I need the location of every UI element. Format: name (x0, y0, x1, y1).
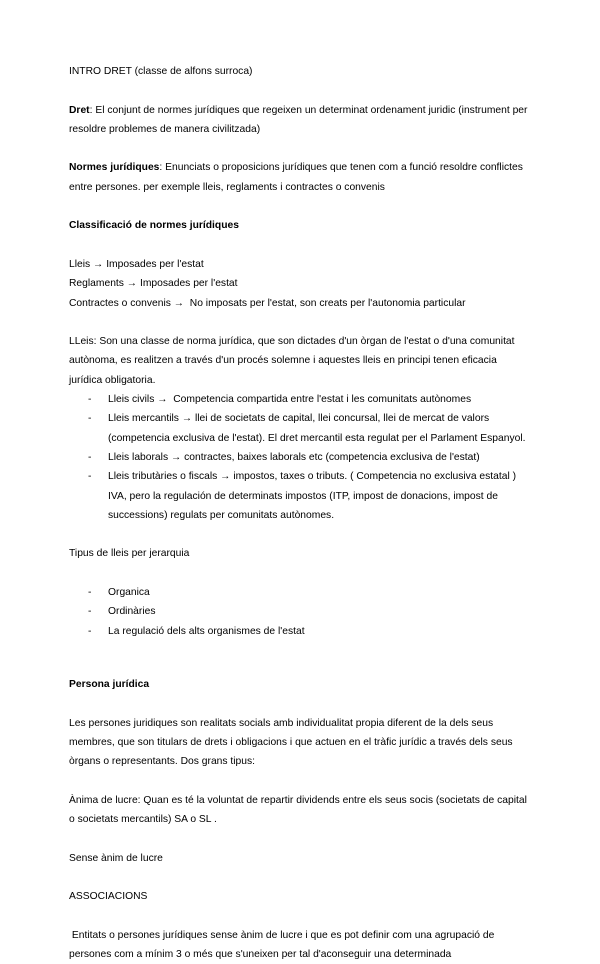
spacer (69, 525, 531, 544)
list-item (69, 467, 531, 525)
tipus-jerarquia-bullet-list (69, 583, 531, 641)
persona-juridica-heading: Persona jurídica (69, 678, 150, 690)
spacer (69, 236, 531, 255)
list-item (69, 409, 531, 448)
list-item (69, 448, 531, 467)
list-item-text: Lleis mercantils → llei de societats de capital, llei concursal, llei de mercat de valors (competencia exclusiva de l'estat). El dret mercantil esta regulat per el Parlament Espanyol. (108, 413, 526, 444)
dash-bullet-icon: - (88, 587, 92, 599)
spacer (69, 906, 531, 925)
spacer (69, 829, 531, 848)
associacions-paragraph: Entitats o persones jurídiques sense ànim de lucre i que es pot definir com una agrupació de persones com a mínim 3 o més que s'uneixen per tal d'aconseguir una determinada (69, 929, 498, 961)
anim-lucre-paragraph: Ànima de lucre: Quan es té la voluntat de repartir dividends entre els seus socis (societats de capital o societats mercantils) SA o SL . (69, 794, 530, 825)
normes-juridiques-paragraph (69, 158, 531, 197)
classificacio-line: Contractes o convenis → No imposats per l'estat, son creats per l'autonomia particular (69, 297, 466, 309)
normes-juridiques-term: Normes jurídiques (69, 162, 160, 174)
dash-bullet-icon: - (88, 451, 92, 463)
lleis-bullet-list (69, 390, 531, 525)
spacer (69, 641, 531, 675)
dash-bullet-icon: - (88, 606, 92, 618)
lleis-paragraph: LLeis: Son una classe de norma jurídica, que son dictades d'un òrgan de l'estat o d'una comunitat autònoma, es realitzen a través d'un procés solemne i aquestes lleis en principi tenen eficacia jurídica obligatoria. (69, 336, 518, 386)
spacer (69, 868, 531, 887)
list-item-text: Lleis civils → Competencia compartida entre l'estat i les comunitats autònomes (108, 394, 472, 406)
dash-bullet-icon: - (88, 625, 92, 637)
list-item-text: Organica (108, 587, 150, 599)
list-item (69, 390, 531, 409)
classificacio-lines (69, 255, 531, 313)
spacer (69, 139, 531, 158)
classificacio-line: Reglaments → Imposades per l'estat (69, 278, 238, 290)
dret-term: Dret (69, 104, 90, 116)
dash-bullet-icon: - (88, 471, 92, 483)
spacer (69, 197, 531, 216)
spacer (69, 81, 531, 100)
normes-juridiques-definition-text: : Enunciats o proposicions jurídiques que tenen com a funció resoldre conflictes entre persones. per exemple lleis, reglaments i contractes o convenis (69, 162, 526, 193)
associacions-heading: ASSOCIACIONS (69, 891, 148, 903)
intro-title-line (69, 62, 531, 81)
dret-definition-text: : El conjunt de normes jurídiques que regeixen un determinat ordenament juridic (instrument per resoldre problemes de manera civilitzada) (69, 104, 531, 135)
spacer (69, 771, 531, 790)
spacer (69, 564, 531, 583)
list-item-text: Lleis laborals → contractes, baixes laborals etc (competencia exclusiva de l'estat) (108, 451, 480, 463)
spacer (69, 313, 531, 332)
dret-definition-paragraph (69, 101, 531, 140)
dash-bullet-icon: - (88, 394, 92, 406)
tipus-jerarquia-intro: Tipus de lleis per jerarquia (69, 548, 190, 560)
spacer (69, 694, 531, 713)
sense-anim-lucre-line: Sense ànim de lucre (69, 852, 163, 864)
list-item-text: Ordinàries (108, 606, 156, 618)
classificacio-line: Lleis → Imposades per l'estat (69, 258, 204, 270)
dash-bullet-icon: - (88, 413, 92, 425)
list-item (69, 602, 531, 621)
document-body (69, 62, 531, 964)
classificacio-heading: Classificació de normes jurídiques (69, 220, 239, 232)
list-item-text: La regulació dels alts organismes de l'estat (108, 625, 305, 637)
list-item (69, 583, 531, 602)
intro-title-text: INTRO DRET (classe de alfons surroca) (69, 66, 253, 77)
list-item-text: Lleis tributàries o fiscals → impostos, taxes o tributs. ( Competencia no exclusiva estatal ) IVA, pero la regulación de determinats impostos (ITP, impost de donacions, impost de successions) regulats per comunitats autònomes. (108, 471, 519, 521)
persona-juridica-paragraph: Les persones juridiques son realitats socials amb individualitat propia diferent de la dels seus membres, que son titulars de drets i obligacions i que actuen en el tràfic jurídic a través dels seus òrgans o representants. Dos grans tipus: (69, 717, 516, 768)
list-item (69, 622, 531, 641)
